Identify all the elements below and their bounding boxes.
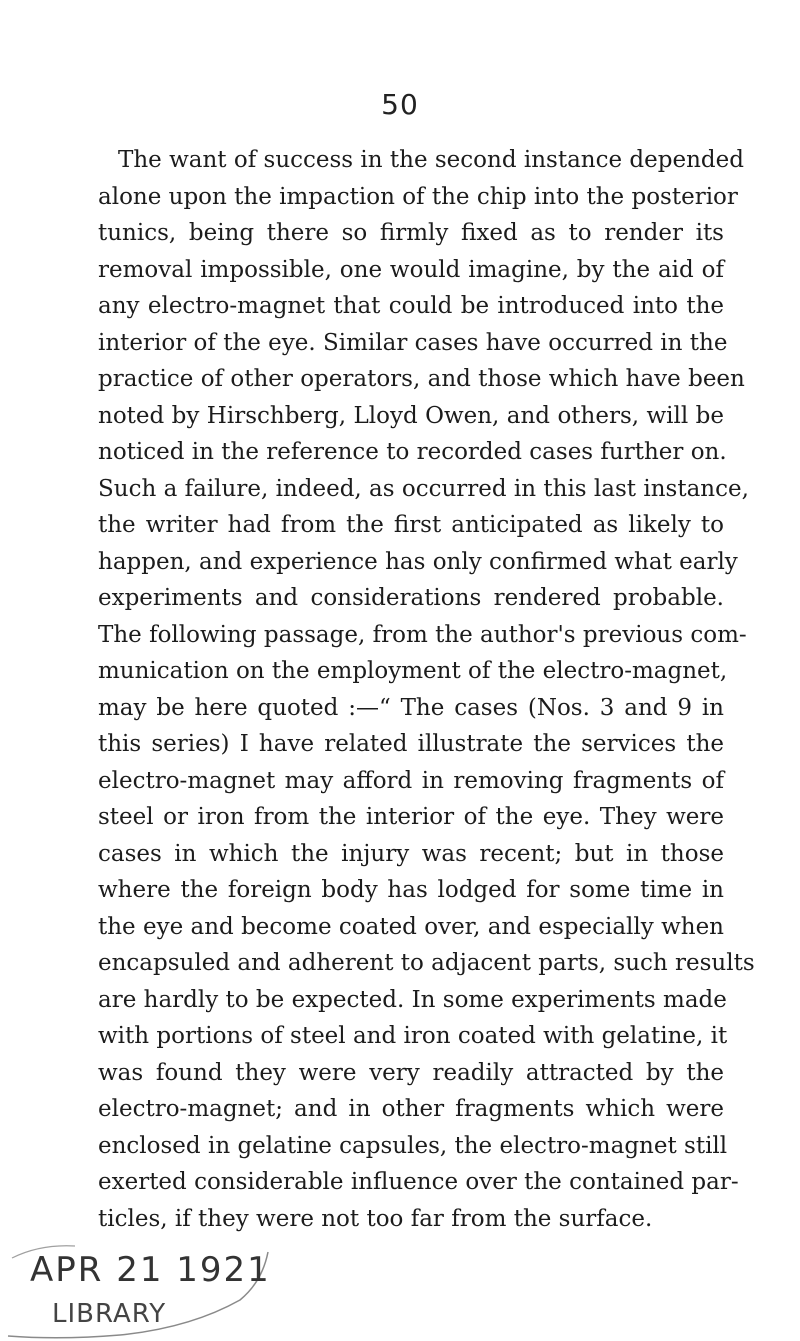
text-line: the eye and become coated over, and especially when	[98, 913, 724, 940]
page-number: 50	[381, 88, 419, 121]
text-line: practice of other operators, and those which have been	[98, 366, 745, 392]
body-text	[98, 142, 755, 1237]
text-line: tunics, being there so firmly fixed as to render its	[98, 220, 724, 246]
text-line: cases in which the injury was recent; but in those	[98, 840, 724, 867]
text-line: happen, and experience has only confirmed what early	[98, 548, 738, 575]
text-line: noticed in the reference to recorded cases further on.	[98, 439, 727, 465]
text-line: with portions of steel and iron coated with gelatine, it	[98, 1023, 728, 1049]
text-line: was found they were very readily attracted by the	[98, 1059, 724, 1086]
text-line: are hardly to be expected. In some experiments made	[98, 986, 727, 1013]
stamp-date: APR 21 1921	[30, 1250, 271, 1290]
text-line: ticles, if they were not too far from the surface.	[98, 1205, 653, 1232]
text-line: where the foreign body has lodged for some time in	[98, 877, 724, 903]
text-line: encapsuled and adherent to adjacent parts, such results	[98, 950, 755, 976]
text-line: interior of the eye. Similar cases have occurred in the	[98, 329, 728, 356]
text-line: The following passage, from the author's previous com-	[98, 621, 747, 648]
text-line: munication on the employment of the electro-magnet,	[98, 658, 728, 684]
text-line: noted by Hirschberg, Lloyd Owen, and others, will be	[98, 402, 724, 429]
text-line: removal impossible, one would imagine, by the aid of	[98, 256, 724, 283]
text-line: electro-magnet; and in other fragments which were	[98, 1096, 724, 1122]
text-line: experiments and considerations rendered probable.	[98, 585, 724, 611]
text-line: any electro-magnet that could be introduced into the	[98, 293, 724, 319]
text-line: may be here quoted :—“ The cases (Nos. 3 and 9 in	[98, 694, 724, 721]
text-line: alone upon the impaction of the chip into the posterior	[98, 183, 738, 210]
text-line: steel or iron from the interior of the eye. They were	[98, 804, 724, 830]
stamp-library: LIBRARY	[52, 1299, 167, 1329]
text-line: this series) I have related illustrate the services the	[98, 731, 724, 757]
text-line: The want of success in the second instance depended	[118, 147, 744, 173]
text-line: Such a failure, indeed, as occurred in this last instance,	[98, 475, 749, 502]
text-line: electro-magnet may afford in removing fragments of	[98, 767, 724, 794]
text-line: enclosed in gelatine capsules, the electro-magnet still	[98, 1132, 728, 1159]
text-line: the writer had from the first anticipated as likely to	[98, 512, 724, 538]
text-line: exerted considerable influence over the contained par-	[98, 1169, 739, 1195]
